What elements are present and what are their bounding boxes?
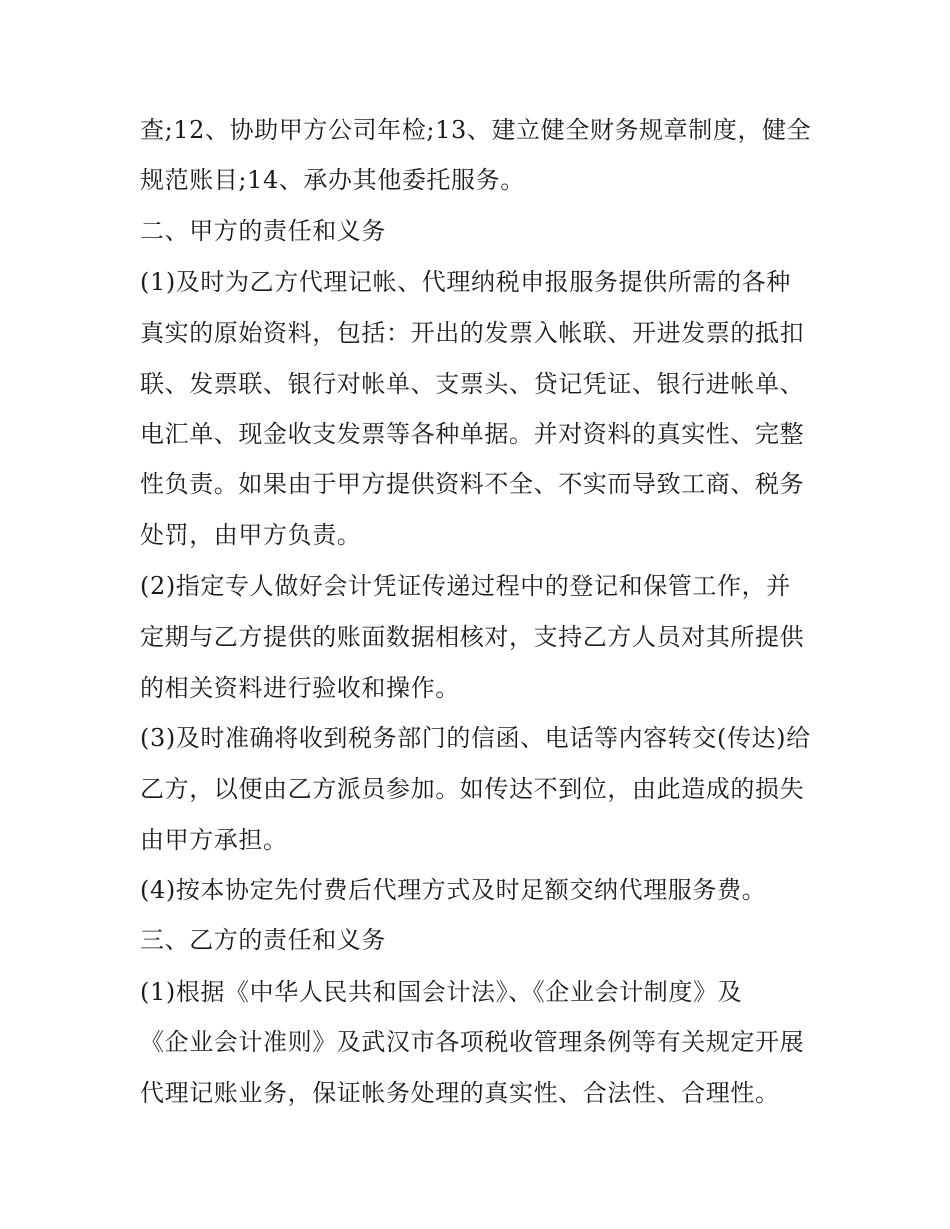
text-line: 电汇单、现金收支发票等各种单据。并对资料的真实性、完整	[140, 420, 805, 448]
text-line: (3)及时准确将收到税务部门的信函、电话等内容转交(传达)给	[140, 724, 811, 752]
text-line: 《企业会计准则》及武汉市各项税收管理条例等有关规定开展	[140, 1028, 805, 1056]
text-line: 性负责。如果由于甲方提供资料不全、不实而导致工商、税务	[140, 470, 805, 498]
text-line: 处罚，由甲方负责。	[140, 521, 362, 549]
section-heading: 二、甲方的责任和义务	[140, 217, 386, 245]
text-line: 的相关资料进行验收和操作。	[140, 674, 460, 702]
text-line: 真实的原始资料，包括：开出的发票入帐联、开进发票的抵扣	[140, 319, 805, 347]
text-line: 规范账目;14、承办其他委托服务。	[140, 166, 525, 194]
text-line: (1)及时为乙方代理记帐、代理纳税申报服务提供所需的各种	[140, 268, 791, 296]
text-line: (1)根据《中华人民共和国会计法》、《企业会计制度》及	[140, 978, 743, 1006]
section-heading: 三、乙方的责任和义务	[140, 926, 386, 954]
text-line: 由甲方承担。	[140, 826, 288, 854]
text-line: (2)指定专人做好会计凭证传递过程中的登记和保管工作，并	[140, 572, 791, 600]
text-line: 联、发票联、银行对帐单、支票头、贷记凭证、银行进帐单、	[140, 370, 805, 398]
text-line: 查;12、协助甲方公司年检;13、建立健全财务规章制度，健全	[140, 116, 812, 144]
text-line: (4)按本协定先付费后代理方式及时足额交纳代理服务费。	[140, 876, 767, 904]
text-line: 乙方，以便由乙方派员参加。如传达不到位，由此造成的损失	[140, 775, 805, 803]
text-line: 定期与乙方提供的账面数据相核对，支持乙方人员对其所提供	[140, 623, 805, 651]
text-line: 代理记账业务，保证帐务处理的真实性、合法性、合理性。	[140, 1079, 780, 1107]
